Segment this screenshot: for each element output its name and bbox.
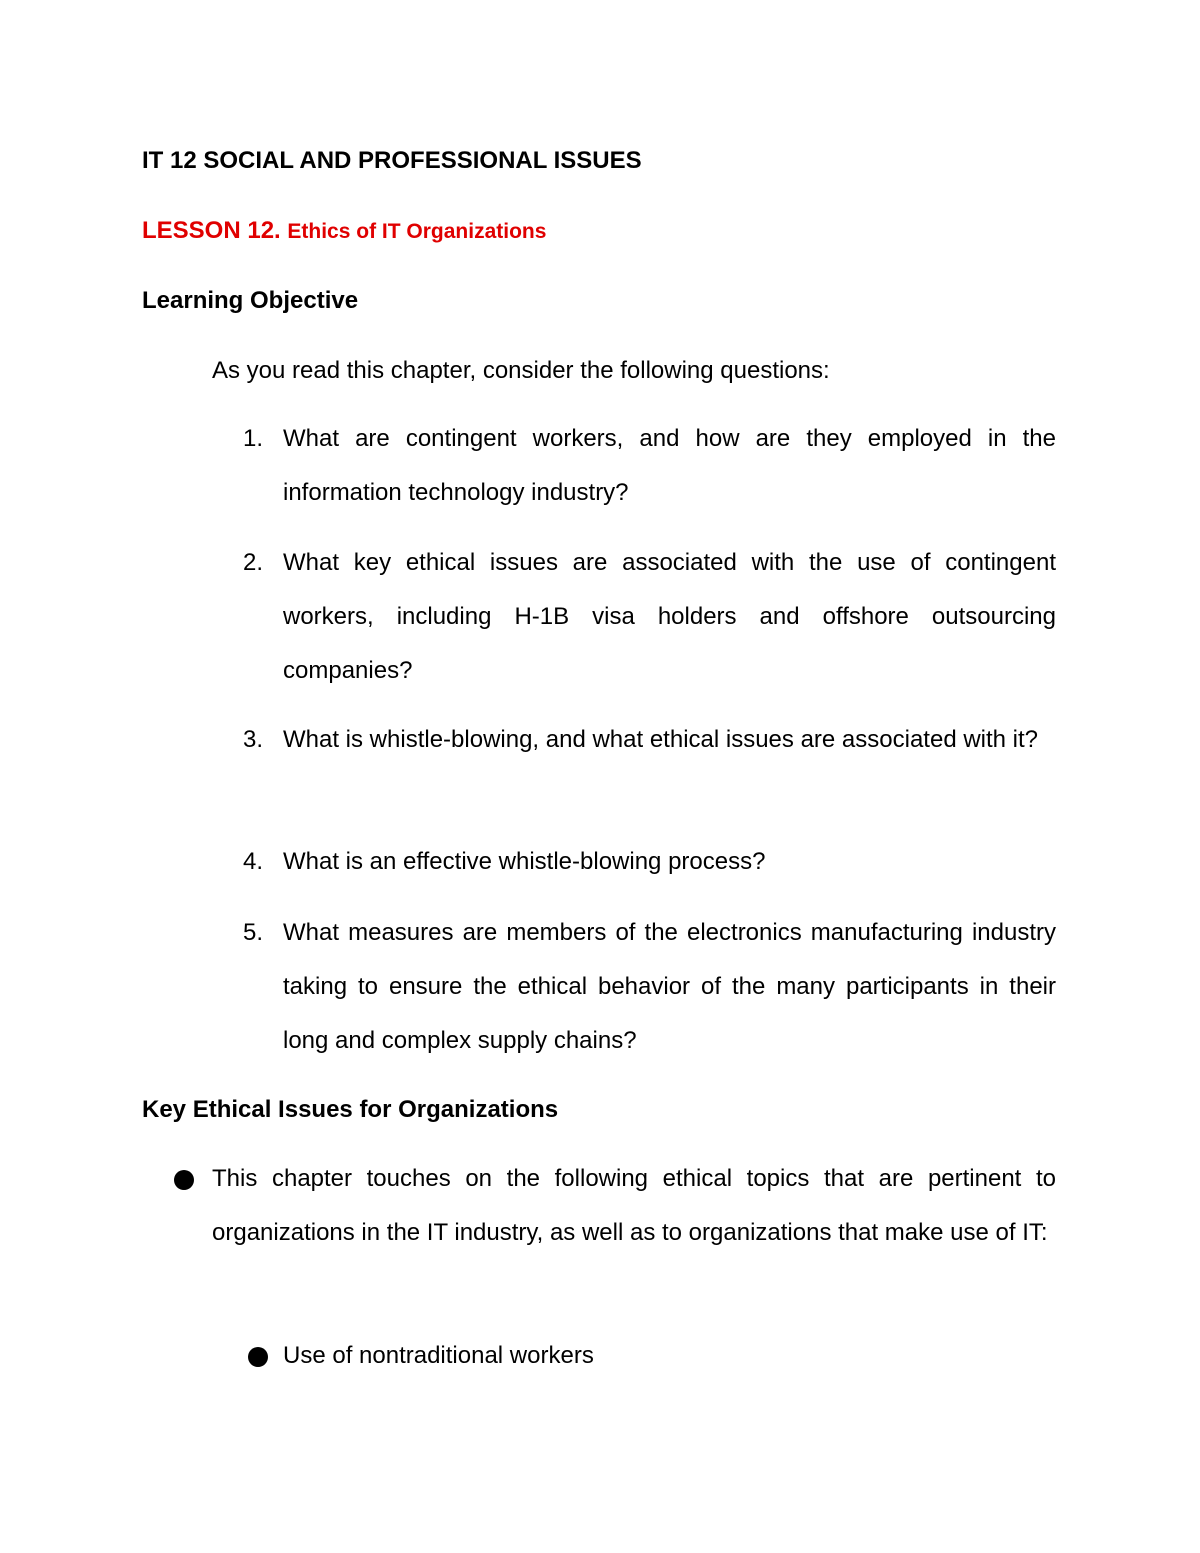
question-number: 1. [243,425,264,452]
question-text: What is whistle-blowing, and what ethical issues are associated with it? [283,726,1039,753]
intro-text: As you read this chapter, consider the following questions: [212,357,830,384]
learning-objective-heading: Learning Objective [142,287,359,314]
question-item [243,536,1056,698]
course-title: IT 12 SOCIAL AND PROFESSIONAL ISSUES [142,147,642,174]
question-text: What is an effective whistle-blowing process? [283,848,766,875]
question-number: 4. [243,848,264,875]
lesson-title: Ethics of IT Organizations [287,220,547,243]
question-number: 5. [243,919,264,946]
question-number: 2. [243,549,264,576]
bullet-icon [174,1170,194,1190]
key-issues-heading: Key Ethical Issues for Organizations [142,1096,559,1123]
question-item [243,412,1056,520]
sub-bullet-text: Use of nontraditional workers [283,1342,594,1369]
question-item [243,835,1056,889]
lesson-heading [142,216,546,247]
question-text: What key ethical issues are associated with the use of contingent workers, including H-1B visa holders and offshore outsourcing companies? [283,549,1056,684]
question-number: 3. [243,726,264,753]
question-text: What measures are members of the electronics manufacturing industry taking to ensure the ethical behavior of the many participants in their long and complex supply chains? [283,919,1056,1054]
lesson-label: LESSON 12. [142,217,281,244]
question-item [243,713,1056,767]
bullet-icon [248,1347,268,1367]
bullet-text: This chapter touches on the following ethical topics that are pertinent to organizations in the IT industry, as well as to organizations that make use of IT: [212,1165,1056,1246]
question-item [243,906,1056,1068]
question-text: What are contingent workers, and how are they employed in the information technology industry? [283,425,1056,506]
